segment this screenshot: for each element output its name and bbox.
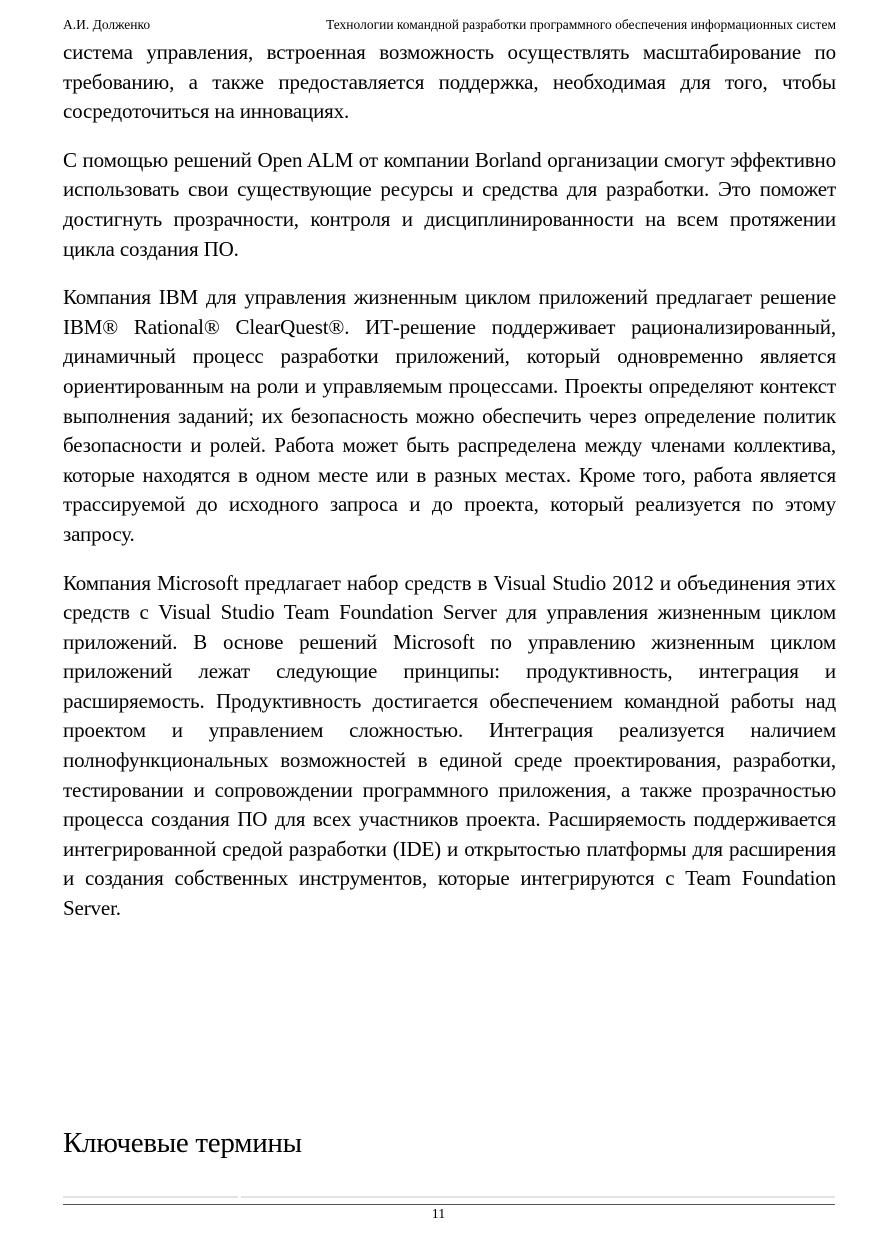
section-heading-key-terms: Ключевые термины	[63, 1127, 302, 1159]
key-terms-table-top	[63, 1196, 835, 1205]
header-author: А.И. Долженко	[63, 17, 151, 32]
paragraph-continuation: система управления, встроенная возможность осуществлять масштабирование по требованию, а также предоставляется поддержка, необходимая для того, чтобы сосредоточиться на инновациях.	[63, 40, 836, 124]
header-book-title: Технологии командной разработки программного обеспечения информационных систем	[325, 17, 836, 32]
paragraph-ibm: Компания IBM для управления жизненным циклом приложений предлагает решение IBM® Rational® ClearQuest®. ИТ-решение поддерживает рационализированный, динамичный процесс разработки приложений, который одновременно является ориентированным на роли и управляемым процессами. Проекты определяют контекст выполнения заданий; их безопасность можно обеспечить через определение политик безопасности и ролей. Работа может быть распределена между членами коллектива, которые находятся в одном месте или в разных местах. Кроме того, работа является трассируемой до исходного запроса и до проекта, который реализуется по этому запросу.	[63, 285, 836, 546]
page-header	[63, 15, 836, 35]
page-number: 11	[431, 1207, 446, 1222]
paragraph-microsoft: Компания Microsoft предлагает набор средств в Visual Studio 2012 и объединения этих средств с Visual Studio Team Foundation Server для управления жизненным циклом приложений. В основе решений Microsoft по управлению жизненным циклом приложений лежат следующие принципы: продуктивность, интеграция и расширяемость. Продуктивность достигается обеспечением командной работы над проектом и управлением сложностью. Интеграция реализуется наличием полнофункциональных возможностей в единой среде проектирования, разработки, тестировании и сопровождении программного приложения, а также прозрачностью процесса создания ПО для всех участников проекта. Расширяемость поддерживается интегрированной средой разработки (IDE) и открытостью платформы для расширения и создания собственных инструментов, которые интегрируются с Team Foundation Server.	[63, 570, 836, 921]
body-text	[63, 38, 836, 943]
table-column-divider	[238, 1196, 241, 1204]
paragraph-borland: С помощью решений Open ALM от компании Borland организации смогут эффективно использовать свои существующие ресурсы и средства для разработки. Это поможет достигнуть прозрачности, контроля и дисциплинированности на всем протяжении цикла создания ПО.	[63, 147, 836, 261]
